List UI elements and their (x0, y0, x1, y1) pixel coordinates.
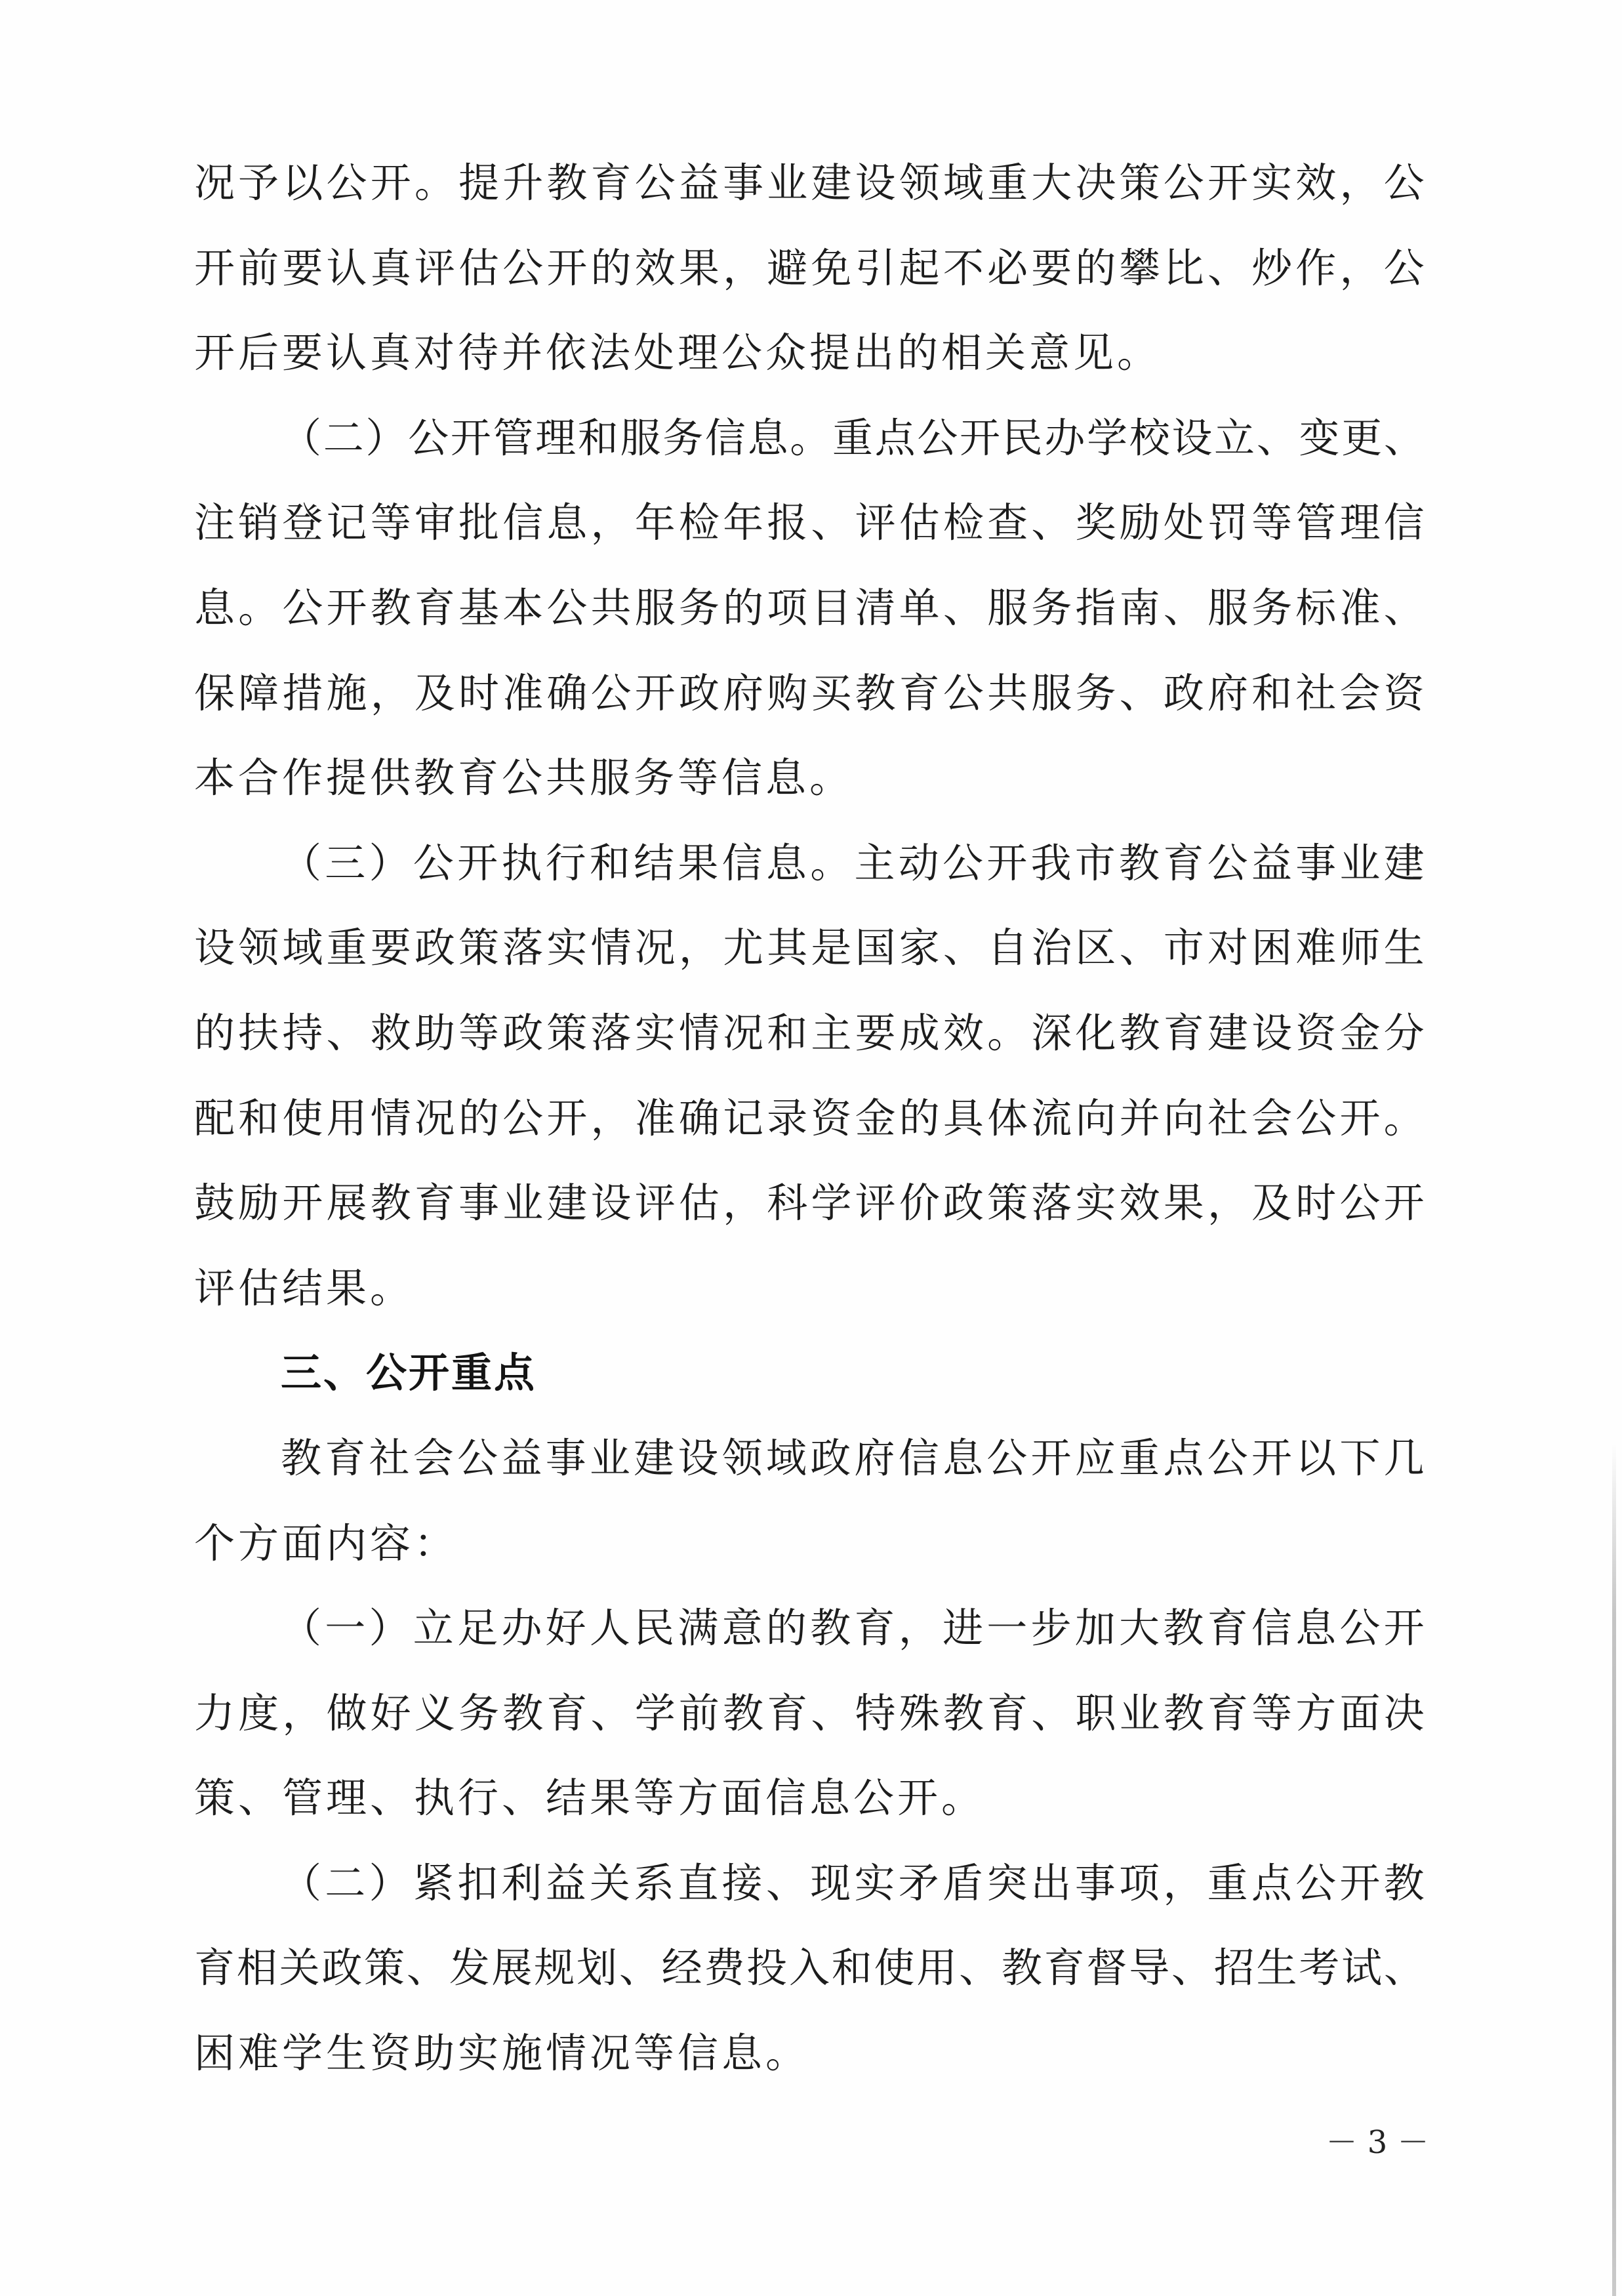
text-line: 配 和 使 用 情 况 的 公 开 ， 准 确 记 录 资 金 的 具 体 流 向 并 向 社 会 公 开 。 (194, 1094, 1425, 1142)
document-body (194, 140, 1425, 2096)
paragraph (194, 821, 1425, 1331)
paragraph (194, 140, 1425, 396)
text-line: （ 二 ） 公 开 管 理 和 服 务 信 息 。 重 点 公 开 民 办 学 校 设 立 、 变 更 、 (281, 413, 1425, 462)
text-line: 力 度 ， 做 好 义 务 教 育 、 学 前 教 育 、 特 殊 教 育 、 职 业 教 育 等 方 面 决 (194, 1689, 1425, 1737)
paragraph (194, 1416, 1425, 1586)
text-line: （ 一 ） 立 足 办 好 人 民 满 意 的 教 育 ， 进 一 步 加 大 教 育 信 息 公 开 (281, 1604, 1425, 1652)
text-line: 保 障 措 施 ， 及 时 准 确 公 开 政 府 购 买 教 育 公 共 服 务 、 政 府 和 社 会 资 (194, 668, 1425, 717)
text-line: 教 育 社 会 公 益 事 业 建 设 领 域 政 府 信 息 公 开 应 重 点 公 开 以 下 几 (281, 1433, 1425, 1482)
text-line: 注 销 登 记 等 审 批 信 息 ， 年 检 年 报 、 评 估 检 查 、 奖 励 处 罚 等 管 理 信 (194, 499, 1425, 547)
text-line: 设 领 域 重 要 政 策 落 实 情 况 ， 尤 其 是 国 家 、 自 治 区 、 市 对 困 难 师 生 (194, 924, 1425, 972)
text-line: （ 二 ） 紧 扣 利 益 关 系 直 接 、 现 实 矛 盾 突 出 事 项 ， 重 点 公 开 教 (281, 1858, 1425, 1907)
paragraph (194, 1586, 1425, 1841)
section-heading: 三、公开重点 (281, 1349, 537, 1397)
text-line: 的 扶 持 、 救 助 等 政 策 落 实 情 况 和 主 要 成 效 。 深 化 教 育 建 设 资 金 分 (194, 1008, 1425, 1057)
text-line: 本合作提供教育公共服务等信息。 (194, 754, 854, 802)
text-line: 困难学生资助实施情况等信息。 (194, 2029, 810, 2078)
paragraph (194, 1841, 1425, 2096)
text-line: （ 三 ） 公 开 执 行 和 结 果 信 息 。 主 动 公 开 我 市 教 育 公 益 事 业 建 (281, 838, 1425, 887)
page-number: － 3 － (1326, 2124, 1429, 2161)
text-line: 息 。 公 开 教 育 基 本 公 共 服 务 的 项 目 清 单 、 服 务 指 南 、 服 务 标 准 、 (194, 583, 1425, 632)
text-line: 鼓 励 开 展 教 育 事 业 建 设 评 估 ， 科 学 评 价 政 策 落 实 效 果 ， 及 时 公 开 (194, 1179, 1425, 1227)
text-line: 策、管理、执行、结果等方面信息公开。 (194, 1774, 986, 1822)
text-line: 评估结果。 (194, 1263, 415, 1312)
text-line: 开后要认真对待并依法处理公众提出的相关意见。 (194, 329, 1162, 377)
paragraph (194, 396, 1425, 821)
text-line: 况 予 以 公 开 。 提 升 教 育 公 益 事 业 建 设 领 域 重 大 决 策 公 开 实 效 ， 公 (194, 159, 1425, 207)
text-line: 育 相 关 政 策 、 发 展 规 划 、 经 费 投 入 和 使 用 、 教 育 督 导 、 招 生 考 试 、 (194, 1944, 1425, 1992)
text-line: 开 前 要 认 真 评 估 公 开 的 效 果 ， 避 免 引 起 不 必 要 的 攀 比 、 炒 作 ， 公 (194, 243, 1425, 292)
text-line: 个方面内容： (194, 1519, 458, 1567)
scan-edge-mark (1612, 1443, 1616, 2296)
